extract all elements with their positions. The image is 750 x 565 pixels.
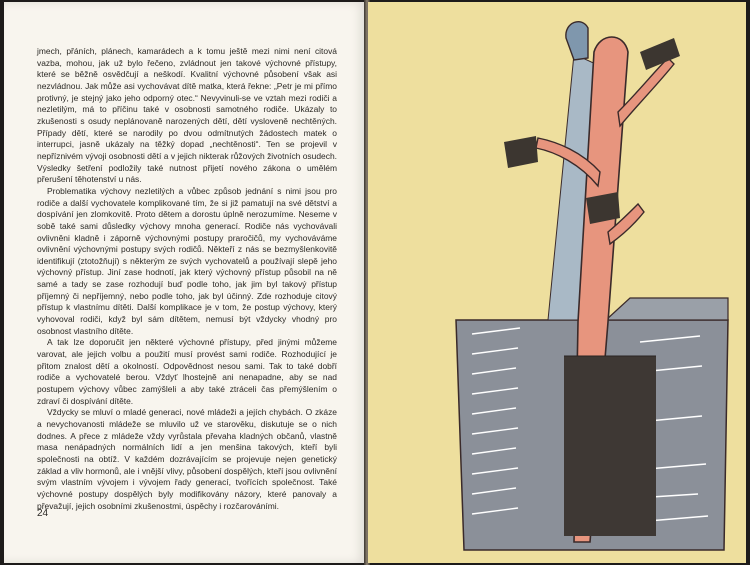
paragraph: Problematika výchovy nezletilých a vůbec způsob jednání s nimi jsou pro rodiče a další vychovatele komplikované tím, že si již pamatují na své dětství a dospívání jen zlomkovitě. Proto dětem a dorostu úplně nerozumíme. Neseme v sobě také sami důsledky výchovy mnoha generací. Rodiče nás vychovávali ovlivněni kladně i záporně výchovnými postupy praročičů, my vychováváme ovlivnění výchovnými postupy svých rodičů. Někteří z nás se bezmyšlenkovitě identifikují (ztotožňují) s některým ze svých vychovatelů a používají slepě jeho výchovný přístup. Jiní zase hodnotí, jak který výchovný přístup působil na ně samé a tady se zase rozhodují buď podle toho, jak jim byl takový přístup příjemný či nepříjemný, nebo podle toho, jak byl účinný. Zde rozhoduje citový přístup k vlastnímu dítěti. Další komplikace je v tom, že postup výchovy, který vyhovoval rodiči, když byl sám dítětem, nemusí být vždycky vhodný pro osobnost vlastního dítěte. [37, 185, 337, 336]
coat-rack-illustration [368, 2, 746, 563]
case-top [606, 298, 728, 320]
page-number: 24 [37, 508, 49, 519]
paragraph: Vždycky se mluví o mladé generaci, nové mládeži a jejích chybách. O zkáze a nevychovanosti mládeže se mluvilo už ve starověku, diskutuje se o nich dodnes. A přece z mládeže vždy vyrůstala převaha kladných občanů, vlastně masa nenápadných normálních lidí a jen menšina takových, kteří byli společnosti na obtíž. V každém dozrávajícím se projevuje nejen genetický základ a vliv hormonů, ale i vnější vlivy, působení dospělých, kteří jsou ovlivnění svým vlastním vývojem i vývojem řady generací, tvořících společnost. Také výchovné postupy dospělých byly modifikovány názory, které panovaly a převažují, jejich osobními zkušenostmi, úspěchy i rozčarováními. [37, 407, 337, 511]
paragraph: A tak lze doporučit jen některé výchovné přístupy, před jinými můžeme varovat, ale jejich volbu a použití musí provést sami rodiče. Rozhodující je přitom znalost dětí a okolností. Odpovědnost nesou sami. Tak to také dobří rodiče a vychovatelé berou. Vždyť lhostejně ani nenapadne, aby se nad postupem výchovy vůbec zamýšleli a aby také ztráceli čas přemýšlením o zdraví či dospívání dítěte. [37, 337, 337, 406]
left-page [4, 2, 366, 563]
hook-icon [566, 22, 588, 60]
body-text [37, 46, 337, 512]
right-page [368, 2, 746, 563]
case-dark-panel [564, 356, 656, 536]
paragraph: jmech, přáních, plánech, kamarádech a k tomu ještě mezi nimi není citová vazba, mohou, jak už bylo řečeno, zvládnout jen takové výchovné přístupy, které se běžně osvědčují a neškodí. Kvalitní výchovné působení však asi nezvládnou. Jak může asi vychovávat dítě matka, která řekne: „Petr je mi přímo protivný, je stejný jako jeho odporný otec.“ Nevyvinuli-se ve vztah mezi rodiči a nezletilým, má to příčinu také v osobnosti samotného rodiče. Ukázaly to zkušenosti s osudy neplánovaně narozených dětí, dětí vysloveně nechtěných. Případy dětí, které se narodily po dvou odmítnutých žádostech matek o interrupci, jasně ukázaly na těžký dopad „nechtěnosti“. Ten se projevil v nepříznivém vývoji osobnosti dětí a v jejich nikterak růžových životních osudech. Výsledky šetření podložily také nutnost přijetí nového zákona o umělém přerušení těhotenství u nás. [37, 46, 337, 185]
